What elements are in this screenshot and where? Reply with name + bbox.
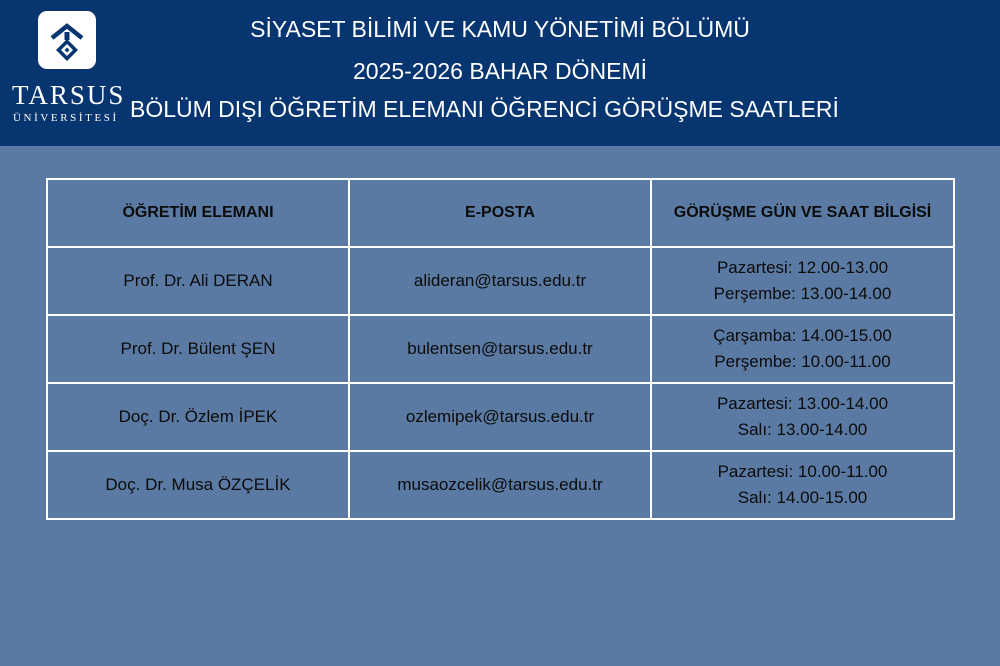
table-row: [47, 247, 954, 315]
logo-emblem-icon: [38, 11, 96, 69]
instructor-name: Doç. Dr. Özlem İPEK: [47, 383, 349, 451]
office-hours-line: Salı: 13.00-14.00: [737, 420, 868, 439]
instructor-email: ozlemipek@tarsus.edu.tr: [349, 383, 651, 451]
semester-title: 2025-2026 BAHAR DÖNEMİ: [352, 58, 647, 84]
office-hours-line: Perşembe: 10.00-11.00: [714, 352, 891, 371]
office-hours-table: [46, 178, 955, 520]
instructor-name: Doç. Dr. Musa ÖZÇELİK: [47, 451, 349, 519]
page-header: [0, 0, 1000, 146]
department-title: SİYASET BİLİMİ VE KAMU YÖNETİMİ BÖLÜMÜ: [250, 16, 750, 42]
logo-subtext: ÜNİVERSİTESİ: [13, 112, 119, 124]
column-header-email: E-POSTA: [349, 179, 651, 247]
table-row: [47, 383, 954, 451]
office-hours-cell: [651, 383, 954, 451]
office-hours-line: Pazartesi: 10.00-11.00: [717, 462, 888, 481]
office-hours-line: Çarşamba: 14.00-15.00: [713, 326, 892, 345]
instructor-name: Prof. Dr. Ali DERAN: [47, 247, 349, 315]
office-hours-line: Pazartesi: 12.00-13.00: [716, 258, 889, 277]
office-hours-cell: [651, 451, 954, 519]
office-hours-line: Perşembe: 13.00-14.00: [713, 284, 892, 303]
office-hours-line: Salı: 14.00-15.00: [737, 488, 868, 507]
office-hours-line: Pazartesi: 13.00-14.00: [716, 394, 889, 413]
office-hours-cell: [651, 315, 954, 383]
university-logo-icon: [38, 11, 96, 69]
logo-wordmark: TARSUS: [12, 80, 126, 110]
table-row: [47, 451, 954, 519]
instructor-email: bulentsen@tarsus.edu.tr: [349, 315, 651, 383]
instructor-email: alideran@tarsus.edu.tr: [349, 247, 651, 315]
instructor-name: Prof. Dr. Bülent ŞEN: [47, 315, 349, 383]
column-header-instructor: ÖĞRETİM ELEMANI: [47, 179, 349, 247]
table-header-row: [47, 179, 954, 247]
office-hours-cell: [651, 247, 954, 315]
instructor-email: musaozcelik@tarsus.edu.tr: [349, 451, 651, 519]
page-title: BÖLÜM DIŞI ÖĞRETİM ELEMANI ÖĞRENCİ GÖRÜŞME SAATLERİ: [130, 96, 839, 122]
table-row: [47, 315, 954, 383]
column-header-hours: GÖRÜŞME GÜN VE SAAT BİLGİSİ: [651, 179, 954, 247]
